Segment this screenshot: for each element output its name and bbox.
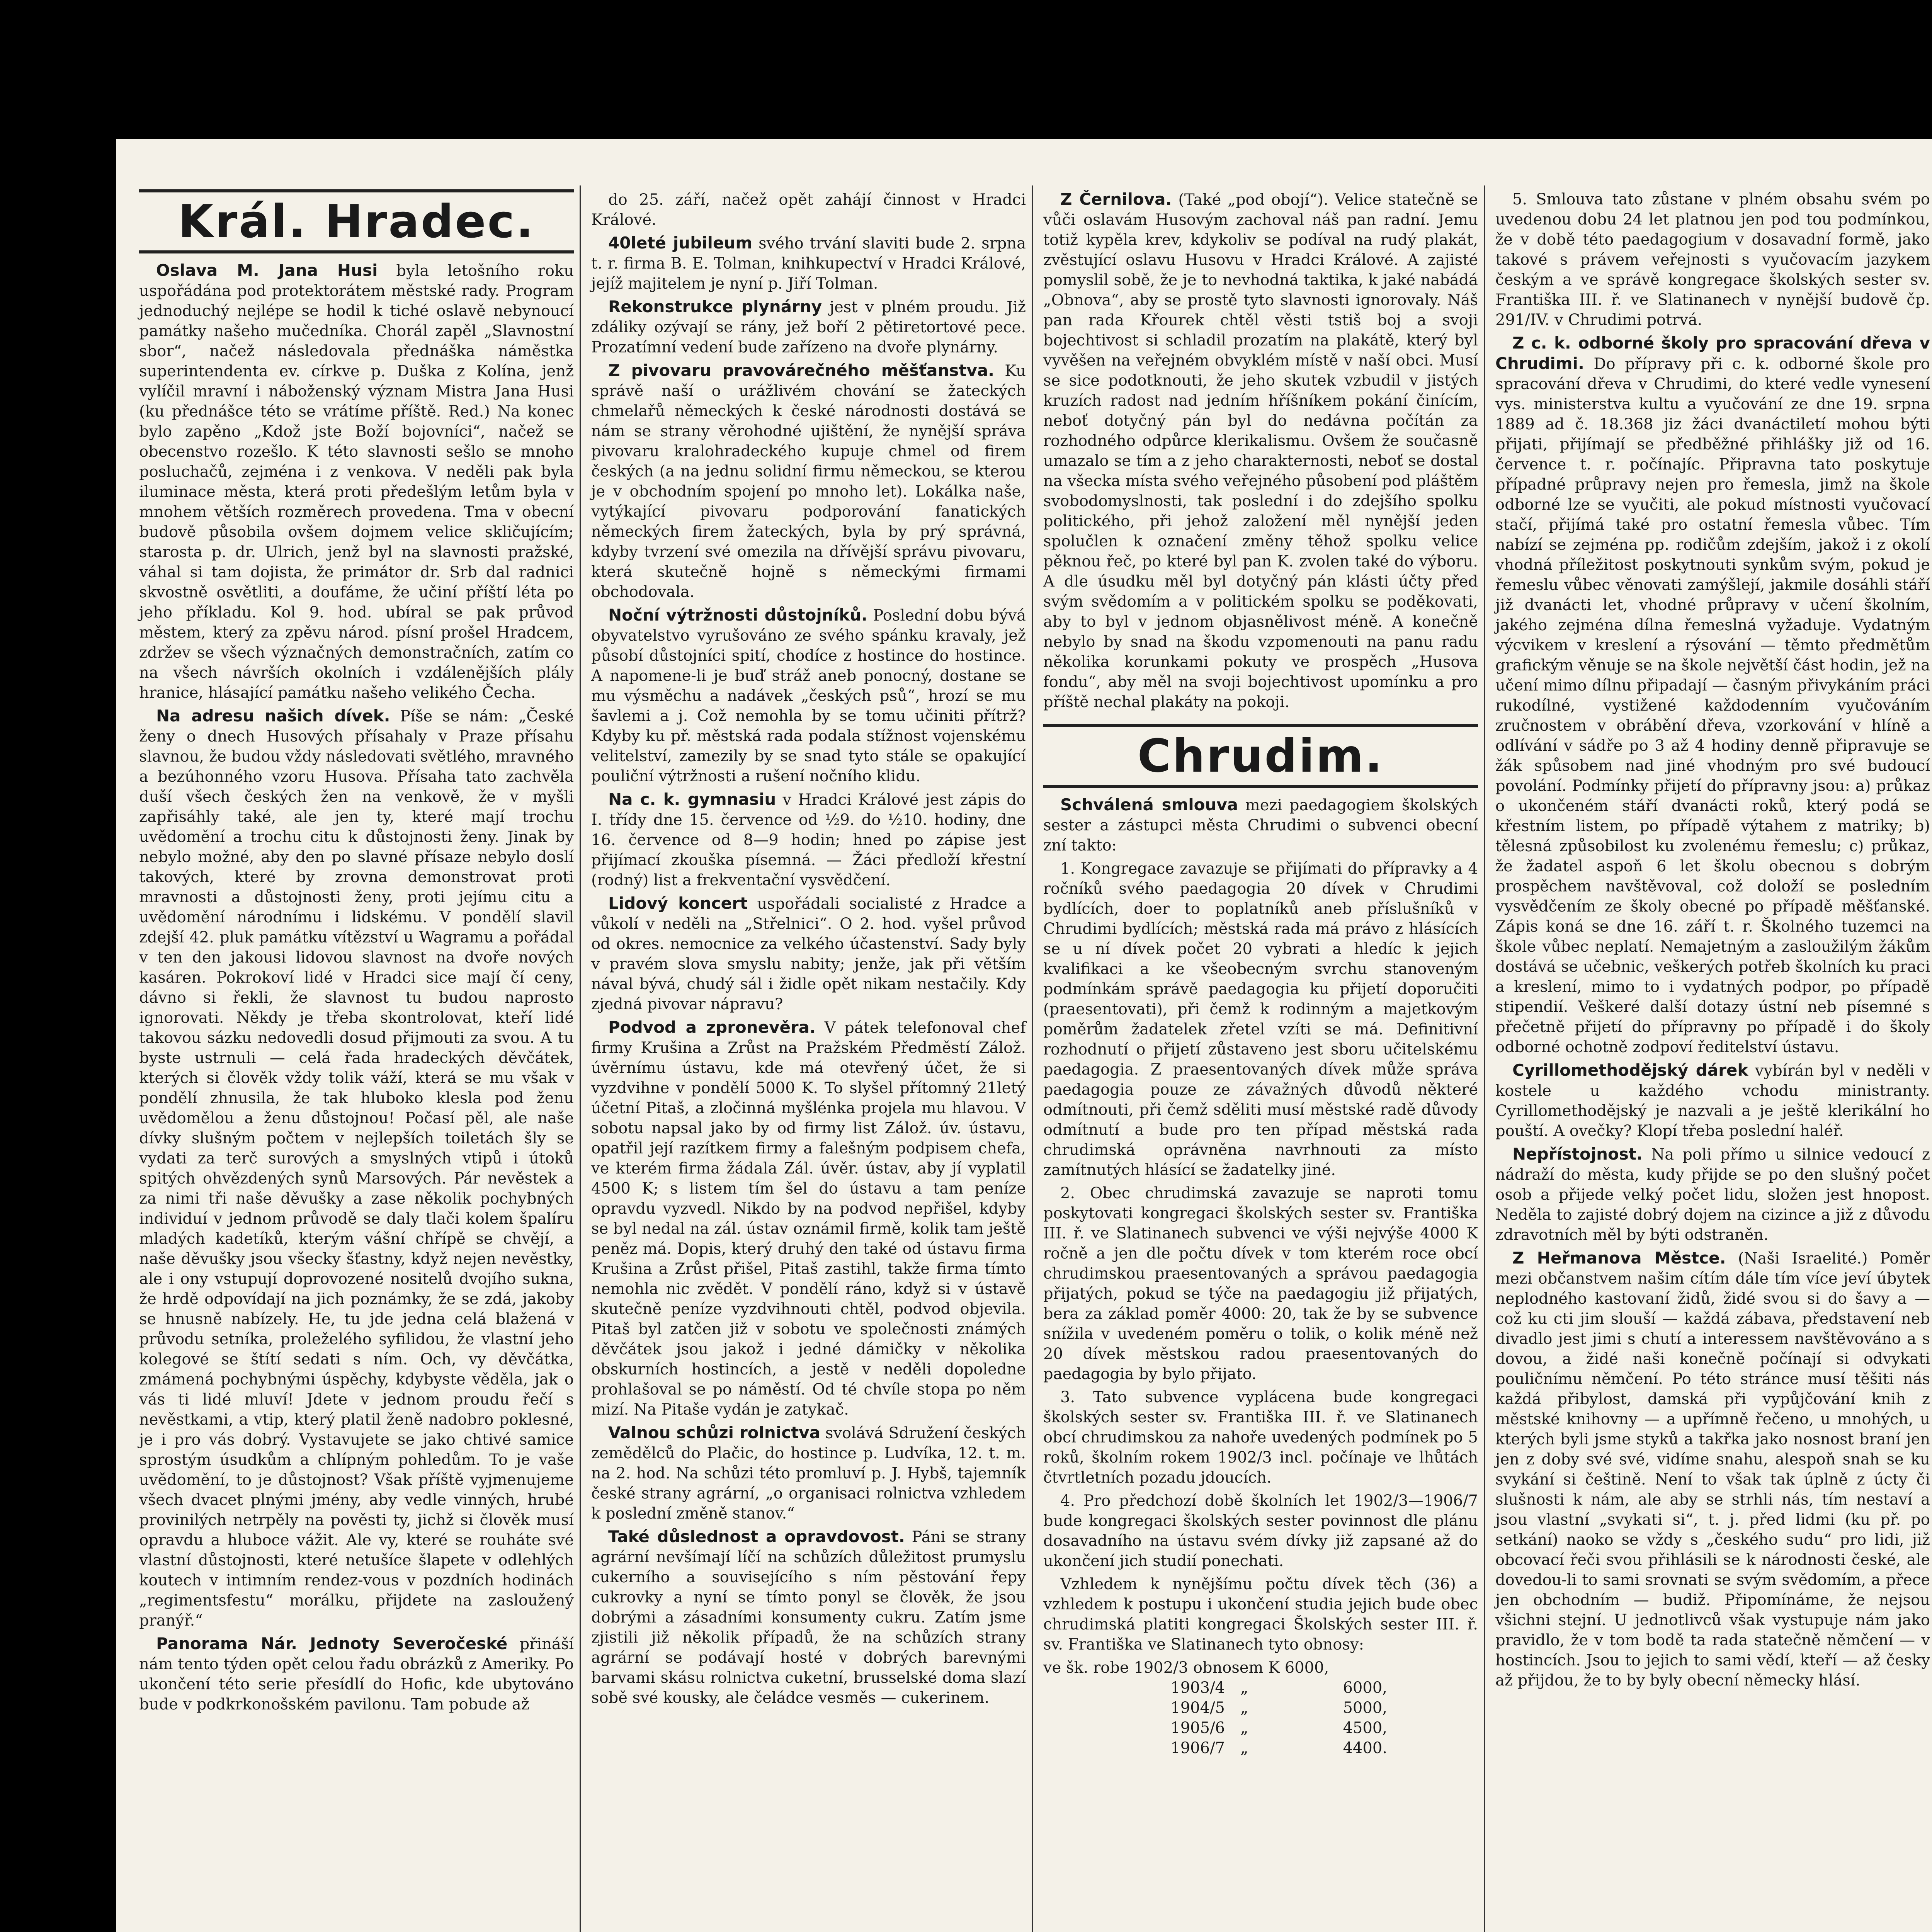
- article: [591, 1423, 1026, 1524]
- payment-table: [1043, 1658, 1478, 1758]
- article-text: Píše se nám: „České ženy o dnech Husových přísahaly v Praze přísahu slavnou, že budou vždy následovati světlého, mravného a bezúhonného vzoru Husova. Přísaha tato zachvěla duší všech českých žen na venkově, že v myšli zapřisáhly také, ale jen ty, které mají trochu uvědomění a trochu citu k důstojnosti ženy. Jinak by nebylo možné, aby den po slavné přísaze nebylo doslí takových, které by zrovna demonstrovat proti mravnosti a důstojnosti ženy, proti jejímu citu a uvědomění národnímu i lidskému. V pondělí slavil zdejší 42. pluk památku vítězství u Wagramu a pořádal v ten den jakousi lidovou slavnost na dvoře nových kasáren. Pokrokoví lidé v Hradci sice mají čí ceny, dávno si řekli, že slavnost tu budou naprosto ignorovati. Někdy je třeba skontrolovat, kteří lidé takovou sázku nedovedli dosud přijmouti za svou. A tu byste ustrnuli — celá řada hradeckých děvčátek, kterých si člověk vždy tolik váží, která se mu však v pondělí zhnusila, že tak hluboko klesla pod ženu uvědomělou a ženu důstojnou! Počasí pěl, ale naše dívky slušným počtem v nejlepších toiletách šly se vydati za terč surových a smyslných vtipů i útoků spitých ohvězdených synů Marsových. Pár nevěstek a za nimi tři naše děvušky a zase několik pochybných individuí v jednom průvodě se daly tlači kolem špalíru mladých kadetíků, kterým vášní chřípě se chvějí, a naše děvušky jsou všecky šťastny, když nejen nevěstky, ale i ony vstupují doprovozené nositelů dvojího sukna, že hrdě odpovídají na jich poznámky, že se zdá, jakoby se hnusně nabízely. He, tu jde jedna celá blažená v průvodu setníka, proleželého syfilidou, že vlastní jeho kolegové se štítí sedati s ním. Och, vy děvčátka, zmámená pochybnými úspěchy, kdybyste věděla, jak o vás ti lidé mluví! Jdete v jednom proudu řečí s nevěstkami, a vtip, který platil ženě nadobro poklesné, je i pro vás dobrý. Vystavujete se jako chtivé samice sprostým úsudkům a chlípným pohledům. To je vaše uvědomění, to je důstojnost? Však příště vyjmenujeme všech dvacet plnými jmény, aby vedle vinných, hrubé provinilých netrpěly na pověsti ty, jichž si člověk musí opravdu a hluboce vážit. Ale vy, které se rouháte své vlastní důstojnosti, které netušíce šlapete v odlehlých koutech v intimním rendez-vous v pozdních hodinách „regimentsfestu“ morálku, přijdete na zasloužený pranýř.“: [139, 707, 574, 1629]
- article-heading: Na adresu našich dívek.: [156, 706, 390, 725]
- table-row: 1906/7 „ 4400.: [1170, 1739, 1387, 1757]
- column-divider: [1484, 185, 1485, 1932]
- article-text: vybírán byl v neděli v kostele u každého vchodu ministranty. Cyrillomethodějský je nazvali a je ještě klerikální ho pouští. A ovečky? Klopí třeba poslední haléř.: [1495, 1062, 1930, 1140]
- column-1: [139, 189, 574, 1718]
- article-heading: Z Heřmanova Městce.: [1512, 1248, 1726, 1267]
- article-text: svolává Sdružení českých zemědělců do Plačic, do hostince p. Ludvíka, 12. t. m. na 2. hod. Na schůzi této promluví p. J. Hybš, tajemník české strany agrární, „o organisaci rolnictva vzhledem k poslední změně stanov.“: [591, 1424, 1026, 1522]
- article: [1495, 1248, 1930, 1690]
- article-text: (Také „pod obojí“). Velice statečně se vůči oslavám Husovým zachoval náš pan radní. Jemu totiž kypěla krev, kdykoliv se podíval na rudý plakát, zvěstující oslavu Husovu v Hradci Králové. A zajisté pomyslil sobě, že je to nevhodná taktika, k jaké nabádá „Obnova“, aby se prostě tyto slavnosti ignorovaly. Náš pan rada Křourek chtěl věsti tstiš boj a svoji bojechtivost si schladil prozatím na plakátě, který byl vyvěšen na veřejném obvyklém místě v naší obci. Musí se sice podotknouti, že jeho skutek vzbudil v jistých kruzích radost nad jedním hříšníkem pokání činícím, neboť dotyčný pán byl do nedávna počítán za rozhodného odpůrce klerikalismu. Ovšem že současně umazalo se tím a z jeho charakternosti, neboť se dostal na všecka místa svého veřejného působení pod pláštěm svobodomyslnosti, tak poslední i do zdejšího spolku politického, při jehož založení měl nynější jeden spolučlen k označení změny těhož spolku velice pěknou řeč, po které byl pan K. zvolen také do výboru. A dle úsudku měl byl dotyčný pán klásti účty před svým svědomím a v politickém spolku se poděkovati, aby to byl v jednom objasnělivost méně. A konečně nebylo by snad na škodu vzpomenouti na panu radu několika korunkami pokuty ve prospěch „Husova fondu“, aby měl na svoji bojechtivost upomínku a pro příště nechal plakáty na pokoji.: [1043, 191, 1478, 711]
- article-heading: Z Černilova.: [1060, 190, 1172, 209]
- article-text: 3. Tato subvence vyplácena bude kongregaci školských sester sv. Františka III. ř. ve Slatinanech obcí chrudimskou za nahoře uvedených podmínek po 5 roků, školním rokem 1902/3 incl. počínaje ve lhůtách čtvrtletních pozadu jdoucích.: [1043, 1388, 1478, 1486]
- article: [139, 706, 574, 1631]
- article: [591, 605, 1026, 786]
- article-text: Na poli přímo u silnice vedoucí z nádraží do města, kudy přijde se po den slušný počet osob a přijede velký počet lidu, složen jest hnopost. Neděla to zajisté dobrý dojem na cizince a již z důvodu zdravotních měl by býti odstraněn.: [1495, 1146, 1930, 1244]
- section-title-kral-hradec: Král. Hradec.: [139, 189, 574, 253]
- article-text: mezi paedagogiem školských sester a zástupci města Chrudimi o subvenci obecní zní takto:: [1043, 796, 1478, 854]
- article: [591, 361, 1026, 602]
- article: [1043, 1491, 1478, 1571]
- article-heading: Panorama Nár. Jednoty Severočeské: [156, 1634, 508, 1653]
- article-heading: 40leté jubileum: [608, 233, 753, 252]
- article-text: Poslední dobu bývá obyvatelstvo vyrušováno ze svého spánku kravaly, jež působí důstojníci spití, chodíce z hostince do hostince. A napomene-li je buď stráž aneb ponocný, dostane se mu výsměchu a nadávek „českých psů“, hrozí se mu šavlemi a j. Což nemohla by se tomu učiniti přítrž? Kdyby ku př. městská rada podala stížnost vojenskému velitelství, zamezily by se snad tyto stále se opakující pouliční výtržnosti a rušení nočního klidu.: [591, 607, 1026, 785]
- article-text: byla letošního roku uspořádána pod protektorátem městské rady. Program jednoduchý nejlépe se hodil k tiché oslavě nebynoucí památky našeho mučedníka. Chorál zapěl „Slavnostní sbor“, načež následovala přednáška náměstka superintendenta ev. církve p. Duška z Kolína, jenž vylíčil mravní i náboženský význam Mistra Jana Husi (ku přednášce této se vrátíme příště. Red.) Na konec bylo zapěno „Kdož jste Boží bojovníci“, načež se obecenstvo rozešlo. K této slavnosti sešlo se mnoho posluchačů, zejména i z venkova. V neděli pak byla iluminace města, která proti předešlým letům byla v mnohem větších rozměrech provedena. Tma v obecní budově působila ovšem dojmem velice skličujícím; starosta p. dr. Ulrich, jenž byl na slavnosti pražské, váhal si tam dojista, že primátor dr. Srb dal radnici skvostně osvětliti, a doufáme, že učiní příští léta po jeho příkladu. Kol 9. hod. ubíral se pak průvod městem, který za zpěvu národ. písní prošel Hradcem, zdržev se všech význačných demonstračních, zatím co na všech návrších okolních i vzdálenějších plály hranice, hlásající památku našeho velikého Čecha.: [139, 262, 574, 702]
- article-heading: Z c. k. odborné školy pro spracování dřeva v Chrudimi.: [1495, 333, 1930, 373]
- article-heading: Schválená smlouva: [1060, 795, 1238, 814]
- article-text: Páni se strany agrární nevšímají líčí na schůzích důležitost prumyslu cukerního a souvisejícího s ním pěstování řepy cukrovky a nyní se tímto ponyl se člověk, že jsou dobrými a zásadními konsumenty cukru. Zatím jsme zjistili již několik případů, že na schůzích strany agrární se podávají hosté v dobrých barevnými barvami skásu rolnictva cuketní, brusselské doma slazí sobě své kousky, ale čeládce vesměs — cukerinem.: [591, 1528, 1026, 1707]
- article: [1495, 1060, 1930, 1141]
- column-divider: [580, 185, 581, 1932]
- table-row: 1903/4 „ 6000,: [1170, 1679, 1387, 1697]
- article: [1495, 1144, 1930, 1245]
- article-text: v Hradci Králové jest zápis do I. třídy dne 15. července od ½9. do ½10. hodiny, dne 16. července od 8—9 hodin; hned po zápise jest přijímací zkouška písemná. — Žáci předloží křestní (rodný) list a frekventační vysvědčení.: [591, 791, 1026, 889]
- article: [1495, 333, 1930, 1057]
- article-text: 2. Obec chrudimská zavazuje se naproti tomu poskytovati kongregaci školských sester sv. Františka III. ř. ve Slatinanech subvenci ve výši nejvýše 4000 K ročně a jen dle počtu dívek v tom kterém roce obcí chrudimskou praesentovaných a správou paedagogia přijatých, pokud se týče na paedagogiu již přijatých, bera za základ poměr 4000: 20, tak že by se subvence snížila v uvedeném poměru o tolik, o kolik méně než 20 dívek městskou radou praesentovaných do paedagogia by bylo přijato.: [1043, 1184, 1478, 1383]
- article-text: do 25. září, načež opět zahájí činnost v Hradci Králové.: [591, 191, 1026, 229]
- article-heading: Také důslednost a opravdovost.: [608, 1527, 905, 1546]
- article-heading: Rekonstrukce plynárny: [608, 297, 822, 316]
- article-text: Do přípravy při c. k. odborné škole pro spracování dřeva v Chrudimi, do které vedle vynesení vys. ministerstva kultu a vyučování ze dne 19. srpna 1889 ad č. 18.368 jiz žáci dvanáctiletí mohou býti přijati, přijímají se předběžné přihlášky již od 16. července t. r. počínajíc. Připravna tato poskytuje případné průpravy nejen pro řemesla, jimž na škole odborné lze se vyučiti, ale pokud místnosti vyučovací stačí, přijímá také pro ostatní řemesla vůbec. Tím nabízí se zejména pp. rodičům zdejším, jakož i z okolí vhodná příležitost poskytnouti synkům svým, pokud je řemeslu vůbec věnovati zamýšlejí, jakmile dosáhli stáří již dvanácti let, vhodné průpravy v učení školním, jakého zejména dílna řemeslná vyžaduje. Vydatným výcvikem v kreslení a rýsování — těmto předmětům grafickým věnuje se na škole největší část hodin, jež na učení mimo dílnu připadají — časným přivykáním práci rukodílné, vystižené každodenním vyučováním zručnostem v obrábění dřeva, vzorkování v hlíně a odlívání v sádře po 3 až 4 hodiny denně připravuje se žák spůsobem nad jiné vhodným pro své budoucí povolání. Podmínky přijetí do přípravny jsou: a) průkaz o ukončeném stáří dvanácti roků, který podá se křestním listem, po případě výtahem z matriky; b) tělesná způsobilost ku zvolenému řemeslu; c) průkaz, že žadatel aspoň 6 let školu obecnou s dobrým prospěchem navštěvoval, což doloží se posledním vysvědčením ze školy obecné po případě měšťanské. Zápis koná se dne 16. září t. r. Školného tuzemci na škole vůbec neplatí. Nemajetným a zasloužilým žákům dostává se učebnic, veškerých potřeb školních ku praci a kreslení, mimo to i vydatných podpor, po případě stipendií. Veškeré další dotazy ústní neb písemné s přečetně přijetí do přípravny po případě i do školy odborné ochotně zodpoví ředitelství ústavu.: [1495, 355, 1930, 1056]
- column-3: [1043, 189, 1478, 1758]
- article-text: 5. Smlouva tato zůstane v plném obsahu svém po uvedenou dobu 24 let platnou jen pod tou podmínkou, že v době této paedagogium v dosavadní formě, jako takové s právem veřejnosti s vyučovacím jazykem českým a ve správě kongregace školských sester sv. Františka III. ř. ve Slatinanech v nynější budově čp. 291/IV. v Chrudimi potrvá.: [1495, 190, 1930, 329]
- article: [1043, 189, 1478, 712]
- article-text: svého trvání slaviti bude 2. srpna t. r. firma B. E. Tolman, knihkupectví v Hradci Králové, jejíž majitelem je nyní p. Jiří Tolman.: [591, 235, 1026, 293]
- article-heading: Oslava M. Jana Husi: [156, 261, 378, 280]
- article-heading: Nepřístojnost.: [1512, 1145, 1643, 1163]
- article-heading: Z pivovaru pravovárečného měšťanstva.: [608, 361, 995, 380]
- article-heading: Valnou schůzi rolnictva: [608, 1423, 820, 1442]
- article-text: uspořádali socialisté z Hradce a vůkolí v neděli na „Střelnici“. O 2. hod. vyšel průvod od okres. nemocnice za velkého účastenství. Sady byly v pravém slova smyslu nabity; jenže, jak při větším nával bývá, chudý sál i židle opět nikam nestačily. Kdy zjedná pivovar nápravu?: [591, 895, 1026, 1013]
- article: [1043, 795, 1478, 855]
- article: [591, 297, 1026, 357]
- article: [591, 189, 1026, 230]
- article-heading: Lidový koncert: [608, 894, 748, 913]
- article-text: 1. Kongregace zavazuje se přijímati do přípravky a 4 ročníků svého paedagogia 20 dívek v Chrudimi bydlících, doer to poplatníků aneb příslušníků v Chrudimi bydlících; městská rada má právo z hlásících se u ní dívek počet 20 vybrati a hledíc k jejich kvalifikaci a ke všeobecným svrchu stanoveným podmínkám správě paedagogia ku přijetí doporučiti (praesentovati), při čemž k rodinným a majetkovým poměrům žadatelek zřetel vzíti se má. Definitivní rozhodnutí o přijetí zůstaveno jest sboru učitelskému paedagogia. Z praesentovaných dívek může správa paedagogia pouze ze závažných důvodů některé odmítnouti, při čemž sděliti musí městské radě důvody odmítnutí a bude pro ten případ městská rada chrudimská oprávněna navrhnouti za místo zamítnutých hlásící se žadatelky jiné.: [1043, 860, 1478, 1179]
- table-row: 1904/5 „ 5000,: [1170, 1699, 1387, 1717]
- article: [1043, 1574, 1478, 1655]
- article-text: přináší nám tento týden opět celou řadu obrázků z Ameriky. Po ukončení této serie přesídlí do Hofic, kde ubytováno bude v podkrkonošském pavilonu. Tam pobude až: [139, 1635, 574, 1713]
- article: [1043, 1387, 1478, 1488]
- column-4: [1495, 189, 1930, 1694]
- article: [1043, 859, 1478, 1180]
- article-text: jest v plném proudu. Již zdáliky ozývají se rány, jež boří 2 pětiretortové pece. Prozatímní vedení bude zařízeno na dvoře plynárny.: [591, 298, 1026, 356]
- column-divider: [1032, 185, 1033, 1932]
- table-row: 1905/6 „ 4500,: [1170, 1719, 1387, 1737]
- article: [591, 233, 1026, 294]
- article-heading: Na c. k. gymnasiu: [608, 790, 776, 809]
- article-text: V pátek telefonoval chef firmy Krušina a Zrůst na Pražském Předměstí Zálož. úvěrnímu ústavu, kde má otevřený účet, že si vyzdvihne v pondělí 5000 K. To slyšel přítomný 21letý účetní Pitaš, a zločinná myšlénka projela mu hlavou. V sobotu napsal jako by od firmy list Zálož. úv. ústavu, opatřil její razítkem firmy a falešným podpisem chefa, ve kterém firma žádala Zál. úvěr. ústav, aby jí vyplatil 4500 K; s listem tím šel do ústavu a tam peníze opravdu vyzvedl. Nikdo by na podvod nepřišel, kdyby se byl nedal na zál. ústav oznámil firmě, kolik tam ještě peněz má. Dopis, který druhý den také od ústavu firma Krušina a Zrůst přišel, Pitaš zastihl, takže firma tímto nemohla nic zvědět. V pondělí ráno, když si v ústavě skutečně peníze vyzdvihnouti chtěl, podvod objevila. Pitaš byl zatčen již v sobotu ve společnosti známých děvčátek jsou jakož i jedné dámičky v několika obskurních hostincích, a jestě v neděli dopoledne prohlašoval se po náměstí. Od té chvíle stopa po něm mizí. Na Pitaše vydán je zatykač.: [591, 1019, 1026, 1418]
- article-text: Vzhledem k nynějšímu počtu dívek těch (36) a vzhledem k postupu i ukončení studia jejich bude obec chrudimská platiti kongregaci Školských sester III. ř. sv. Františka ve Slatinanech tyto obnosy:: [1043, 1575, 1478, 1653]
- article: [1043, 1183, 1478, 1384]
- article-heading: Noční výtržnosti důstojníků.: [608, 605, 867, 624]
- section-title-chrudim: Chrudim.: [1043, 724, 1478, 788]
- article-text: (Naši Israelité.) Poměr mezi občanstvem našim cítím dále tím více jeví úbytek neplodného kastovaní židů, židé svou si do šavy a — což ku cti jim slouší — každá zábava, představení neb divadlo jest jimi s chutí a interessem navštěvováno a s dovou, a židé naši konečně počínají si odvykati pouličnímu němčení. Po této stránce musí těšiti nás každá přibylost, damská při vypůjčování knih z městské knihovny — a upřímně řečeno, u mnohých, u kterých byli jsme styků a takřka jako nosnost braní jen jen z doby své své, vidíme snahu, alespoň snah se ku svykání si češtině. Není to však tak úplně z úcty či slušnosti k nám, ale aby se strhli nás, tím nestaví a jsou vlastní „svykati si“, t. j. před lidmi (ku př. po setkání) naoko se vždy s „českého sudu“ pro lidi, již obcovací řeči svou přihlásili se k národnosti české, ale dovedou-li to sami srovnati se svým svědomím, a přece jen obchodním — budiž. Připomínáme, že nejsou všichni stejní. U jednotlivců však vystupuje nám jako pravidlo, že v tom bodě ta rada statečně němčení — v hostincích. Jsou to jejich to sami vědí, kteří — až česky až přijdou, že to by byly obecní německy hlásí.: [1495, 1250, 1930, 1689]
- article-text: Ku správě naší o urážlivém chování se žateckých chmelařů německých k české národnosti dostává se nám se strany věrohodné ujištění, že nynější správa pivovaru kralohradeckého kupuje chmel od firem českých (a na jednu solidní firmu německou, se kterou je v obchodním spojení po mnoho let). Lokálka naše, vytýkající pivovaru podporování fanatických německých firem žateckých, byla by prý správná, kdyby tvrzení své omezila na dřívější správu pivovaru, která skutečně hojně s německými firmami obchodovala.: [591, 362, 1026, 601]
- table-intro: ve šk. robe 1902/3 obnosem K 6000,: [1043, 1659, 1329, 1677]
- article-heading: Podvod a zpronevěra.: [608, 1018, 816, 1037]
- article-text: 4. Pro předchozí době školních let 1902/3—1906/7 bude kongregaci školských sester povinnost dle plánu dosavadního na ústavu svém dívky již zapsané až do ukončení jich studií ponechati.: [1043, 1492, 1478, 1570]
- article: [591, 1017, 1026, 1420]
- article: [591, 1527, 1026, 1708]
- article: [591, 893, 1026, 1014]
- article: [1495, 189, 1930, 330]
- article: [139, 1634, 574, 1714]
- article: [591, 789, 1026, 890]
- newspaper-page: [116, 139, 1932, 1932]
- article: [139, 260, 574, 703]
- column-2: [591, 189, 1026, 1711]
- article-heading: Cyrillomethodějský dárek: [1512, 1061, 1748, 1080]
